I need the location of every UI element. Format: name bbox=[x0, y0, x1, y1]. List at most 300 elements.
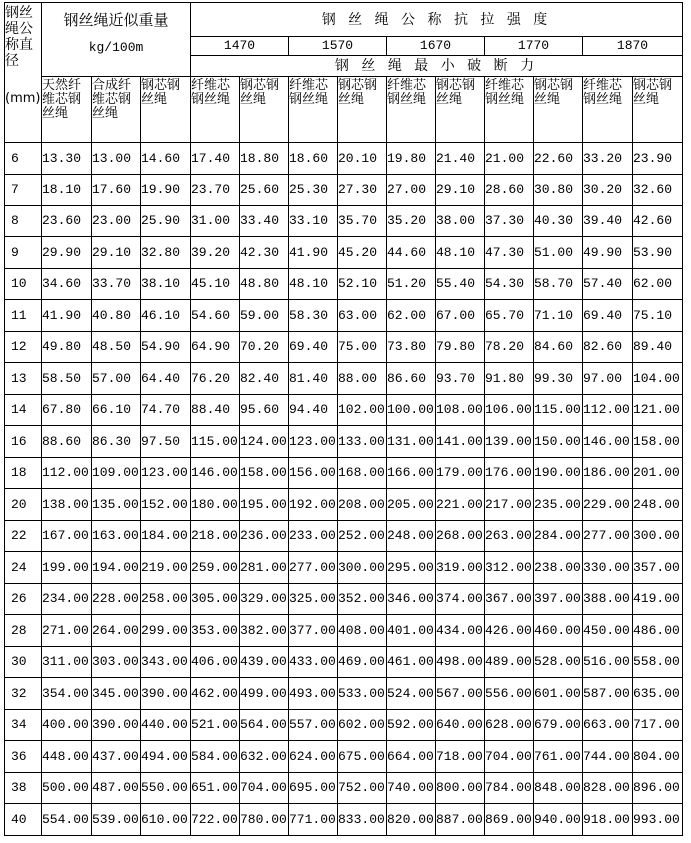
diameter-cell: 16 bbox=[5, 426, 42, 458]
value-cell: 271.00 bbox=[42, 615, 92, 647]
value-cell: 108.00 bbox=[436, 395, 485, 426]
value-cell: 704.00 bbox=[485, 741, 534, 773]
table-row bbox=[5, 269, 683, 300]
value-cell: 76.20 bbox=[191, 363, 240, 395]
value-cell: 516.00 bbox=[583, 647, 633, 678]
value-cell: 940.00 bbox=[534, 804, 583, 836]
value-cell: 377.00 bbox=[289, 615, 338, 647]
value-cell: 557.00 bbox=[289, 710, 338, 741]
value-cell: 115.00 bbox=[534, 395, 583, 426]
value-cell: 37.30 bbox=[485, 206, 534, 237]
value-cell: 18.60 bbox=[289, 143, 338, 175]
value-cell: 346.00 bbox=[387, 584, 436, 615]
value-cell: 299.00 bbox=[141, 615, 191, 647]
value-cell: 804.00 bbox=[633, 741, 683, 773]
value-cell: 382.00 bbox=[240, 615, 289, 647]
value-cell: 131.00 bbox=[387, 426, 436, 458]
value-cell: 303.00 bbox=[92, 647, 141, 678]
value-cell: 88.40 bbox=[191, 395, 240, 426]
value-cell: 25.60 bbox=[240, 175, 289, 206]
value-cell: 184.00 bbox=[141, 521, 191, 552]
value-cell: 64.40 bbox=[141, 363, 191, 395]
diameter-cell: 40 bbox=[5, 804, 42, 836]
value-cell: 248.00 bbox=[387, 521, 436, 552]
value-cell: 524.00 bbox=[387, 678, 436, 710]
value-cell: 29.10 bbox=[92, 237, 141, 269]
value-cell: 82.60 bbox=[583, 332, 633, 363]
value-cell: 29.10 bbox=[436, 175, 485, 206]
value-cell: 30.80 bbox=[534, 175, 583, 206]
value-cell: 32.60 bbox=[633, 175, 683, 206]
value-cell: 62.00 bbox=[387, 300, 436, 332]
value-cell: 39.20 bbox=[191, 237, 240, 269]
value-cell: 141.00 bbox=[436, 426, 485, 458]
value-cell: 84.60 bbox=[534, 332, 583, 363]
table-row bbox=[5, 426, 683, 458]
value-cell: 319.00 bbox=[436, 552, 485, 584]
value-cell: 234.00 bbox=[42, 584, 92, 615]
value-cell: 42.30 bbox=[240, 237, 289, 269]
value-cell: 450.00 bbox=[583, 615, 633, 647]
value-cell: 896.00 bbox=[633, 773, 683, 804]
value-cell: 263.00 bbox=[485, 521, 534, 552]
value-cell: 57.00 bbox=[92, 363, 141, 395]
value-cell: 41.90 bbox=[289, 237, 338, 269]
value-cell: 235.00 bbox=[534, 489, 583, 521]
diameter-cell: 11 bbox=[5, 300, 42, 332]
table-row bbox=[5, 458, 683, 489]
value-cell: 918.00 bbox=[583, 804, 633, 836]
weight-subcol-steel-core: 钢芯钢丝绳 bbox=[141, 77, 191, 143]
value-cell: 52.10 bbox=[338, 269, 387, 300]
value-cell: 112.00 bbox=[42, 458, 92, 489]
value-cell: 18.10 bbox=[42, 175, 92, 206]
weight-subcol-synthetic-fiber: 合成纤维芯钢丝绳 bbox=[92, 77, 141, 143]
diameter-label-line-1: 钢丝 bbox=[5, 5, 33, 21]
weight-header bbox=[42, 3, 191, 77]
value-cell: 46.10 bbox=[141, 300, 191, 332]
value-cell: 564.00 bbox=[240, 710, 289, 741]
value-cell: 48.10 bbox=[289, 269, 338, 300]
value-cell: 390.00 bbox=[92, 710, 141, 741]
value-cell: 150.00 bbox=[534, 426, 583, 458]
value-cell: 59.00 bbox=[240, 300, 289, 332]
diameter-cell: 14 bbox=[5, 395, 42, 426]
value-cell: 433.00 bbox=[289, 647, 338, 678]
value-cell: 95.60 bbox=[240, 395, 289, 426]
value-cell: 97.50 bbox=[141, 426, 191, 458]
value-cell: 521.00 bbox=[191, 710, 240, 741]
wire-rope-table bbox=[4, 2, 683, 836]
value-cell: 718.00 bbox=[436, 741, 485, 773]
value-cell: 13.00 bbox=[92, 143, 141, 175]
value-cell: 156.00 bbox=[289, 458, 338, 489]
diameter-cell: 38 bbox=[5, 773, 42, 804]
value-cell: 17.60 bbox=[92, 175, 141, 206]
table-row bbox=[5, 489, 683, 521]
value-cell: 592.00 bbox=[387, 710, 436, 741]
value-cell: 21.00 bbox=[485, 143, 534, 175]
value-cell: 67.80 bbox=[42, 395, 92, 426]
value-cell: 123.00 bbox=[141, 458, 191, 489]
value-cell: 651.00 bbox=[191, 773, 240, 804]
value-cell: 54.30 bbox=[485, 269, 534, 300]
value-cell: 498.00 bbox=[436, 647, 485, 678]
value-cell: 138.00 bbox=[42, 489, 92, 521]
grade-1670: 1670 bbox=[387, 37, 485, 56]
value-cell: 104.00 bbox=[633, 363, 683, 395]
value-cell: 91.80 bbox=[485, 363, 534, 395]
value-cell: 109.00 bbox=[92, 458, 141, 489]
table-row bbox=[5, 773, 683, 804]
value-cell: 186.00 bbox=[583, 458, 633, 489]
value-cell: 48.10 bbox=[436, 237, 485, 269]
break-subcol-steel-core: 钢芯钢丝绳 bbox=[633, 77, 683, 143]
value-cell: 32.80 bbox=[141, 237, 191, 269]
value-cell: 29.90 bbox=[42, 237, 92, 269]
grade-1570: 1570 bbox=[289, 37, 387, 56]
value-cell: 229.00 bbox=[583, 489, 633, 521]
table-row bbox=[5, 395, 683, 426]
value-cell: 259.00 bbox=[191, 552, 240, 584]
value-cell: 584.00 bbox=[191, 741, 240, 773]
value-cell: 71.10 bbox=[534, 300, 583, 332]
value-cell: 146.00 bbox=[583, 426, 633, 458]
value-cell: 28.60 bbox=[485, 175, 534, 206]
break-subcol-steel-core: 钢芯钢丝绳 bbox=[436, 77, 485, 143]
value-cell: 740.00 bbox=[387, 773, 436, 804]
value-cell: 179.00 bbox=[436, 458, 485, 489]
value-cell: 675.00 bbox=[338, 741, 387, 773]
table-row bbox=[5, 584, 683, 615]
value-cell: 23.70 bbox=[191, 175, 240, 206]
value-cell: 88.00 bbox=[338, 363, 387, 395]
grade-1470: 1470 bbox=[191, 37, 289, 56]
table-row bbox=[5, 300, 683, 332]
value-cell: 53.90 bbox=[633, 237, 683, 269]
value-cell: 848.00 bbox=[534, 773, 583, 804]
value-cell: 49.90 bbox=[583, 237, 633, 269]
break-subcol-fiber-core: 纤维芯钢丝绳 bbox=[387, 77, 436, 143]
value-cell: 820.00 bbox=[387, 804, 436, 836]
value-cell: 869.00 bbox=[485, 804, 534, 836]
value-cell: 44.60 bbox=[387, 237, 436, 269]
table-row bbox=[5, 647, 683, 678]
value-cell: 325.00 bbox=[289, 584, 338, 615]
value-cell: 167.00 bbox=[42, 521, 92, 552]
table-row bbox=[5, 332, 683, 363]
value-cell: 19.90 bbox=[141, 175, 191, 206]
value-cell: 102.00 bbox=[338, 395, 387, 426]
table-row bbox=[5, 363, 683, 395]
value-cell: 554.00 bbox=[42, 804, 92, 836]
diameter-cell: 30 bbox=[5, 647, 42, 678]
value-cell: 195.00 bbox=[240, 489, 289, 521]
value-cell: 217.00 bbox=[485, 489, 534, 521]
value-cell: 238.00 bbox=[534, 552, 583, 584]
value-cell: 354.00 bbox=[42, 678, 92, 710]
value-cell: 784.00 bbox=[485, 773, 534, 804]
value-cell: 300.00 bbox=[338, 552, 387, 584]
value-cell: 139.00 bbox=[485, 426, 534, 458]
diameter-cell: 20 bbox=[5, 489, 42, 521]
break-subcol-fiber-core: 纤维芯钢丝绳 bbox=[289, 77, 338, 143]
value-cell: 47.30 bbox=[485, 237, 534, 269]
value-cell: 437.00 bbox=[92, 741, 141, 773]
value-cell: 419.00 bbox=[633, 584, 683, 615]
value-cell: 40.30 bbox=[534, 206, 583, 237]
value-cell: 993.00 bbox=[633, 804, 683, 836]
weight-unit: kg/100m bbox=[88, 40, 144, 55]
value-cell: 100.00 bbox=[387, 395, 436, 426]
table-row bbox=[5, 552, 683, 584]
value-cell: 23.60 bbox=[42, 206, 92, 237]
diameter-cell: 12 bbox=[5, 332, 42, 363]
value-cell: 64.90 bbox=[191, 332, 240, 363]
value-cell: 158.00 bbox=[240, 458, 289, 489]
value-cell: 62.00 bbox=[633, 269, 683, 300]
value-cell: 158.00 bbox=[633, 426, 683, 458]
value-cell: 40.80 bbox=[92, 300, 141, 332]
table-row bbox=[5, 615, 683, 647]
value-cell: 31.00 bbox=[191, 206, 240, 237]
value-cell: 124.00 bbox=[240, 426, 289, 458]
value-cell: 353.00 bbox=[191, 615, 240, 647]
value-cell: 218.00 bbox=[191, 521, 240, 552]
value-cell: 51.20 bbox=[387, 269, 436, 300]
value-cell: 887.00 bbox=[436, 804, 485, 836]
value-cell: 567.00 bbox=[436, 678, 485, 710]
weight-title: 钢丝绳近似重量 bbox=[63, 11, 169, 29]
value-cell: 135.00 bbox=[92, 489, 141, 521]
value-cell: 219.00 bbox=[141, 552, 191, 584]
diameter-cell: 9 bbox=[5, 237, 42, 269]
value-cell: 99.30 bbox=[534, 363, 583, 395]
value-cell: 146.00 bbox=[191, 458, 240, 489]
value-cell: 500.00 bbox=[42, 773, 92, 804]
value-cell: 33.10 bbox=[289, 206, 338, 237]
value-cell: 42.60 bbox=[633, 206, 683, 237]
value-cell: 722.00 bbox=[191, 804, 240, 836]
table-row bbox=[5, 143, 683, 175]
value-cell: 833.00 bbox=[338, 804, 387, 836]
value-cell: 121.00 bbox=[633, 395, 683, 426]
value-cell: 67.00 bbox=[436, 300, 485, 332]
min-break-title: 钢 丝 绳 最 小 破 断 力 bbox=[191, 56, 683, 77]
diameter-cell: 7 bbox=[5, 175, 42, 206]
value-cell: 284.00 bbox=[534, 521, 583, 552]
value-cell: 228.00 bbox=[92, 584, 141, 615]
value-cell: 704.00 bbox=[240, 773, 289, 804]
value-cell: 13.30 bbox=[42, 143, 92, 175]
value-cell: 469.00 bbox=[338, 647, 387, 678]
break-subcol-steel-core: 钢芯钢丝绳 bbox=[240, 77, 289, 143]
value-cell: 89.40 bbox=[633, 332, 683, 363]
value-cell: 48.80 bbox=[240, 269, 289, 300]
value-cell: 38.10 bbox=[141, 269, 191, 300]
value-cell: 55.40 bbox=[436, 269, 485, 300]
value-cell: 408.00 bbox=[338, 615, 387, 647]
value-cell: 69.40 bbox=[583, 300, 633, 332]
value-cell: 277.00 bbox=[289, 552, 338, 584]
value-cell: 163.00 bbox=[92, 521, 141, 552]
value-cell: 23.90 bbox=[633, 143, 683, 175]
value-cell: 33.70 bbox=[92, 269, 141, 300]
value-cell: 439.00 bbox=[240, 647, 289, 678]
value-cell: 205.00 bbox=[387, 489, 436, 521]
value-cell: 86.30 bbox=[92, 426, 141, 458]
value-cell: 556.00 bbox=[485, 678, 534, 710]
value-cell: 97.00 bbox=[583, 363, 633, 395]
table-row bbox=[5, 237, 683, 269]
value-cell: 499.00 bbox=[240, 678, 289, 710]
value-cell: 367.00 bbox=[485, 584, 534, 615]
value-cell: 41.90 bbox=[42, 300, 92, 332]
value-cell: 54.90 bbox=[141, 332, 191, 363]
value-cell: 35.20 bbox=[387, 206, 436, 237]
value-cell: 33.20 bbox=[583, 143, 633, 175]
value-cell: 462.00 bbox=[191, 678, 240, 710]
value-cell: 21.40 bbox=[436, 143, 485, 175]
value-cell: 539.00 bbox=[92, 804, 141, 836]
value-cell: 45.10 bbox=[191, 269, 240, 300]
value-cell: 74.70 bbox=[141, 395, 191, 426]
diameter-label-line-2: 绳公 bbox=[5, 21, 33, 37]
weight-subcol-natural-fiber: 天然纤维芯钢丝绳 bbox=[42, 77, 92, 143]
value-cell: 406.00 bbox=[191, 647, 240, 678]
value-cell: 57.40 bbox=[583, 269, 633, 300]
value-cell: 25.30 bbox=[289, 175, 338, 206]
value-cell: 624.00 bbox=[289, 741, 338, 773]
value-cell: 311.00 bbox=[42, 647, 92, 678]
value-cell: 717.00 bbox=[633, 710, 683, 741]
value-cell: 19.80 bbox=[387, 143, 436, 175]
value-cell: 550.00 bbox=[141, 773, 191, 804]
value-cell: 252.00 bbox=[338, 521, 387, 552]
value-cell: 602.00 bbox=[338, 710, 387, 741]
diameter-cell: 6 bbox=[5, 143, 42, 175]
diameter-cell: 18 bbox=[5, 458, 42, 489]
value-cell: 487.00 bbox=[92, 773, 141, 804]
diameter-cell: 22 bbox=[5, 521, 42, 552]
value-cell: 533.00 bbox=[338, 678, 387, 710]
value-cell: 58.50 bbox=[42, 363, 92, 395]
value-cell: 800.00 bbox=[436, 773, 485, 804]
value-cell: 397.00 bbox=[534, 584, 583, 615]
break-subcol-steel-core: 钢芯钢丝绳 bbox=[534, 77, 583, 143]
value-cell: 258.00 bbox=[141, 584, 191, 615]
break-subcol-fiber-core: 纤维芯钢丝绳 bbox=[485, 77, 534, 143]
value-cell: 79.80 bbox=[436, 332, 485, 363]
value-cell: 180.00 bbox=[191, 489, 240, 521]
value-cell: 69.40 bbox=[289, 332, 338, 363]
table-row bbox=[5, 804, 683, 836]
value-cell: 93.70 bbox=[436, 363, 485, 395]
value-cell: 264.00 bbox=[92, 615, 141, 647]
value-cell: 33.40 bbox=[240, 206, 289, 237]
value-cell: 400.00 bbox=[42, 710, 92, 741]
value-cell: 199.00 bbox=[42, 552, 92, 584]
diameter-cell: 13 bbox=[5, 363, 42, 395]
value-cell: 632.00 bbox=[240, 741, 289, 773]
value-cell: 115.00 bbox=[191, 426, 240, 458]
value-cell: 448.00 bbox=[42, 741, 92, 773]
value-cell: 388.00 bbox=[583, 584, 633, 615]
value-cell: 663.00 bbox=[583, 710, 633, 741]
value-cell: 679.00 bbox=[534, 710, 583, 741]
diameter-cell: 24 bbox=[5, 552, 42, 584]
value-cell: 221.00 bbox=[436, 489, 485, 521]
value-cell: 30.20 bbox=[583, 175, 633, 206]
value-cell: 780.00 bbox=[240, 804, 289, 836]
value-cell: 82.40 bbox=[240, 363, 289, 395]
diameter-label-line-4: 径 bbox=[5, 53, 19, 69]
value-cell: 330.00 bbox=[583, 552, 633, 584]
value-cell: 357.00 bbox=[633, 552, 683, 584]
value-cell: 494.00 bbox=[141, 741, 191, 773]
value-cell: 300.00 bbox=[633, 521, 683, 552]
value-cell: 233.00 bbox=[289, 521, 338, 552]
value-cell: 81.40 bbox=[289, 363, 338, 395]
value-cell: 112.00 bbox=[583, 395, 633, 426]
value-cell: 345.00 bbox=[92, 678, 141, 710]
value-cell: 152.00 bbox=[141, 489, 191, 521]
value-cell: 664.00 bbox=[387, 741, 436, 773]
value-cell: 528.00 bbox=[534, 647, 583, 678]
value-cell: 168.00 bbox=[338, 458, 387, 489]
value-cell: 45.20 bbox=[338, 237, 387, 269]
table-row bbox=[5, 710, 683, 741]
strength-title: 钢 丝 绳 公 称 抗 拉 强 度 bbox=[191, 3, 683, 37]
value-cell: 486.00 bbox=[633, 615, 683, 647]
diameter-unit: (mm) bbox=[5, 91, 41, 106]
value-cell: 493.00 bbox=[289, 678, 338, 710]
value-cell: 312.00 bbox=[485, 552, 534, 584]
value-cell: 558.00 bbox=[633, 647, 683, 678]
value-cell: 390.00 bbox=[141, 678, 191, 710]
value-cell: 281.00 bbox=[240, 552, 289, 584]
value-cell: 208.00 bbox=[338, 489, 387, 521]
value-cell: 22.60 bbox=[534, 143, 583, 175]
table-row bbox=[5, 741, 683, 773]
grade-1770: 1770 bbox=[485, 37, 583, 56]
diameter-cell: 26 bbox=[5, 584, 42, 615]
value-cell: 58.70 bbox=[534, 269, 583, 300]
value-cell: 489.00 bbox=[485, 647, 534, 678]
value-cell: 54.60 bbox=[191, 300, 240, 332]
value-cell: 106.00 bbox=[485, 395, 534, 426]
value-cell: 88.60 bbox=[42, 426, 92, 458]
value-cell: 761.00 bbox=[534, 741, 583, 773]
diameter-cell: 28 bbox=[5, 615, 42, 647]
diameter-cell: 34 bbox=[5, 710, 42, 741]
value-cell: 277.00 bbox=[583, 521, 633, 552]
value-cell: 374.00 bbox=[436, 584, 485, 615]
value-cell: 635.00 bbox=[633, 678, 683, 710]
diameter-cell: 10 bbox=[5, 269, 42, 300]
value-cell: 70.20 bbox=[240, 332, 289, 363]
value-cell: 63.00 bbox=[338, 300, 387, 332]
value-cell: 329.00 bbox=[240, 584, 289, 615]
break-subcol-steel-core: 钢芯钢丝绳 bbox=[338, 77, 387, 143]
value-cell: 65.70 bbox=[485, 300, 534, 332]
value-cell: 236.00 bbox=[240, 521, 289, 552]
value-cell: 73.80 bbox=[387, 332, 436, 363]
value-cell: 401.00 bbox=[387, 615, 436, 647]
value-cell: 434.00 bbox=[436, 615, 485, 647]
value-cell: 123.00 bbox=[289, 426, 338, 458]
break-subcol-fiber-core: 纤维芯钢丝绳 bbox=[583, 77, 633, 143]
